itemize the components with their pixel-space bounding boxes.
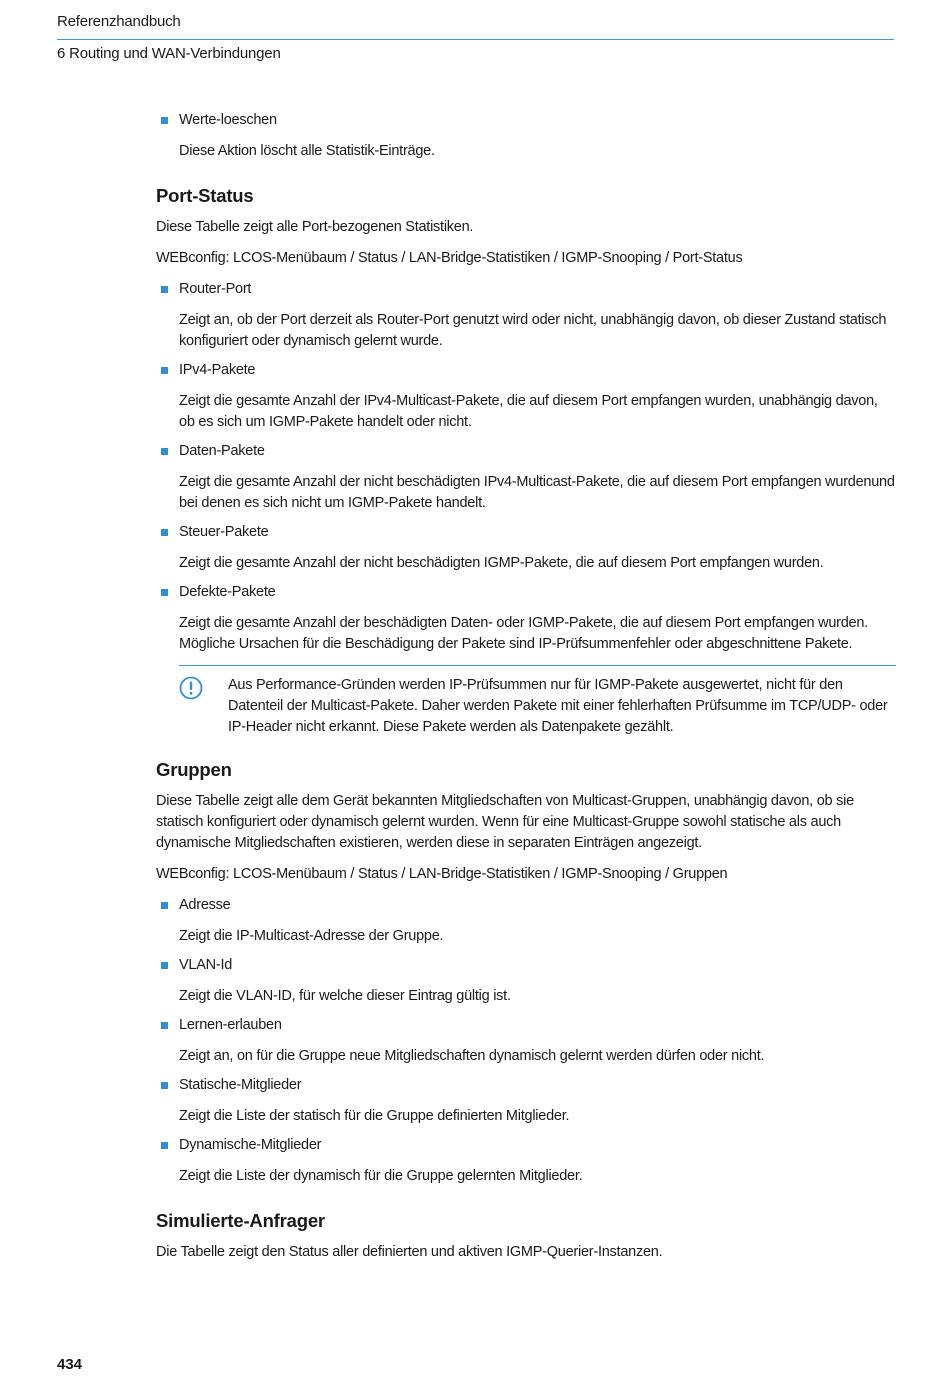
note-text: Aus Performance-Gründen werden IP-Prüfsummen nur für IGMP-Pakete ausgewertet, nicht für den Datenteil der Multicast-Pakete. Daher werden Pakete mit einer fehlerhaften Prüfsumme im TCP/UDP- oder IP-Header nicht erkannt. Diese Pakete werden als Datenpakete gezählt.	[228, 677, 888, 735]
item-label: Werte-loeschen	[179, 112, 277, 128]
list-item	[156, 360, 896, 433]
item-description: Zeigt die IP-Multicast-Adresse der Gruppe.	[179, 928, 444, 944]
square-bullet-icon	[161, 1022, 168, 1029]
item-label: Daten-Pakete	[179, 443, 265, 459]
item-description: Zeigt die Liste der dynamisch für die Gruppe gelernten Mitglieder.	[179, 1168, 583, 1184]
item-label: Defekte-Pakete	[179, 584, 276, 600]
section-text: Diese Tabelle zeigt alle Port-bezogenen Statistiken.	[156, 219, 474, 235]
page-number: 434	[57, 1356, 83, 1373]
item-label: Statische-Mitglieder	[179, 1077, 302, 1093]
list-item	[156, 955, 896, 1007]
item-description: Diese Aktion löscht alle Statistik-Einträge.	[179, 143, 435, 159]
square-bullet-icon	[161, 529, 168, 536]
list-item	[156, 895, 896, 947]
header-divider	[57, 39, 894, 40]
page-content	[156, 110, 896, 1273]
item-description: Zeigt die Liste der statisch für die Gruppe definierten Mitglieder.	[179, 1108, 570, 1124]
list-item	[156, 582, 896, 655]
item-description: Zeigt an, on für die Gruppe neue Mitgliedschaften dynamisch gelernt werden dürfen oder nicht.	[179, 1048, 765, 1064]
square-bullet-icon	[161, 1142, 168, 1149]
running-header-title: Referenzhandbuch	[57, 13, 181, 30]
item-label: Steuer-Pakete	[179, 524, 269, 540]
square-bullet-icon	[161, 367, 168, 374]
square-bullet-icon	[161, 902, 168, 909]
square-bullet-icon	[161, 117, 168, 124]
list-item	[156, 279, 896, 352]
item-description: Zeigt die gesamte Anzahl der beschädigten Daten- oder IGMP-Pakete, die auf diesem Port empfangen wurden. Mögliche Ursachen für die Beschädigung der Pakete sind IP-Prüfsummenfehler oder abgeschnittene Pakete.	[179, 615, 868, 652]
note-box	[179, 665, 896, 738]
item-description: Zeigt die gesamte Anzahl der nicht beschädigten IGMP-Pakete, die auf diesem Port empfangen wurden.	[179, 555, 824, 571]
list-item	[156, 522, 896, 574]
running-header-chapter: 6 Routing und WAN-Verbindungen	[57, 45, 281, 62]
item-label: Router-Port	[179, 281, 252, 297]
item-description: Zeigt die VLAN-ID, für welche dieser Eintrag gültig ist.	[179, 988, 511, 1004]
list-item	[156, 1075, 896, 1127]
square-bullet-icon	[161, 286, 168, 293]
list-item	[156, 441, 896, 514]
square-bullet-icon	[161, 448, 168, 455]
list-item	[156, 1015, 896, 1067]
webconfig-path: WEBconfig: LCOS-Menübaum / Status / LAN-Bridge-Statistiken / IGMP-Snooping / Port-Status	[156, 250, 743, 266]
list-item	[156, 1135, 896, 1187]
list-item	[156, 110, 896, 162]
webconfig-path: WEBconfig: LCOS-Menübaum / Status / LAN-Bridge-Statistiken / IGMP-Snooping / Gruppen	[156, 866, 728, 882]
item-label: Adresse	[179, 897, 231, 913]
section-heading-simulierte-anfrager: Simulierte-Anfrager	[156, 1210, 325, 1231]
item-description: Zeigt an, ob der Port derzeit als Router-Port genutzt wird oder nicht, unabhängig davon, ob dieser Zustand statisch konfiguriert oder dynamisch gelernt wurde.	[179, 312, 887, 349]
section-text: Diese Tabelle zeigt alle dem Gerät bekannten Mitgliedschaften von Multicast-Gruppen, unabhängig davon, ob sie statisch konfiguriert oder dynamisch gelernt wurden. Wenn für eine Multicast-Gruppe sowohl statische als auch dynamische Mitgliedschaften existieren, werden diese in separaten Einträgen angezeigt.	[156, 793, 854, 851]
item-description: Zeigt die gesamte Anzahl der nicht beschädigten IPv4-Multicast-Pakete, die auf diesem Port empfangen wurdenund bei denen es sich nicht um IGMP-Pakete handelt.	[179, 474, 895, 511]
section-heading-port-status: Port-Status	[156, 185, 254, 206]
item-label: Dynamische-Mitglieder	[179, 1137, 322, 1153]
section-heading-gruppen: Gruppen	[156, 759, 232, 780]
square-bullet-icon	[161, 1082, 168, 1089]
info-exclamation-icon	[179, 676, 203, 700]
square-bullet-icon	[161, 962, 168, 969]
item-description: Zeigt die gesamte Anzahl der IPv4-Multicast-Pakete, die auf diesem Port empfangen wurden, unabhängig davon, ob es sich um IGMP-Pakete handelt oder nicht.	[179, 393, 878, 430]
item-label: IPv4-Pakete	[179, 362, 256, 378]
section-text: Die Tabelle zeigt den Status aller definierten und aktiven IGMP-Querier-Instanzen.	[156, 1244, 663, 1260]
square-bullet-icon	[161, 589, 168, 596]
item-label: Lernen-erlauben	[179, 1017, 282, 1033]
item-label: VLAN-Id	[179, 957, 233, 973]
